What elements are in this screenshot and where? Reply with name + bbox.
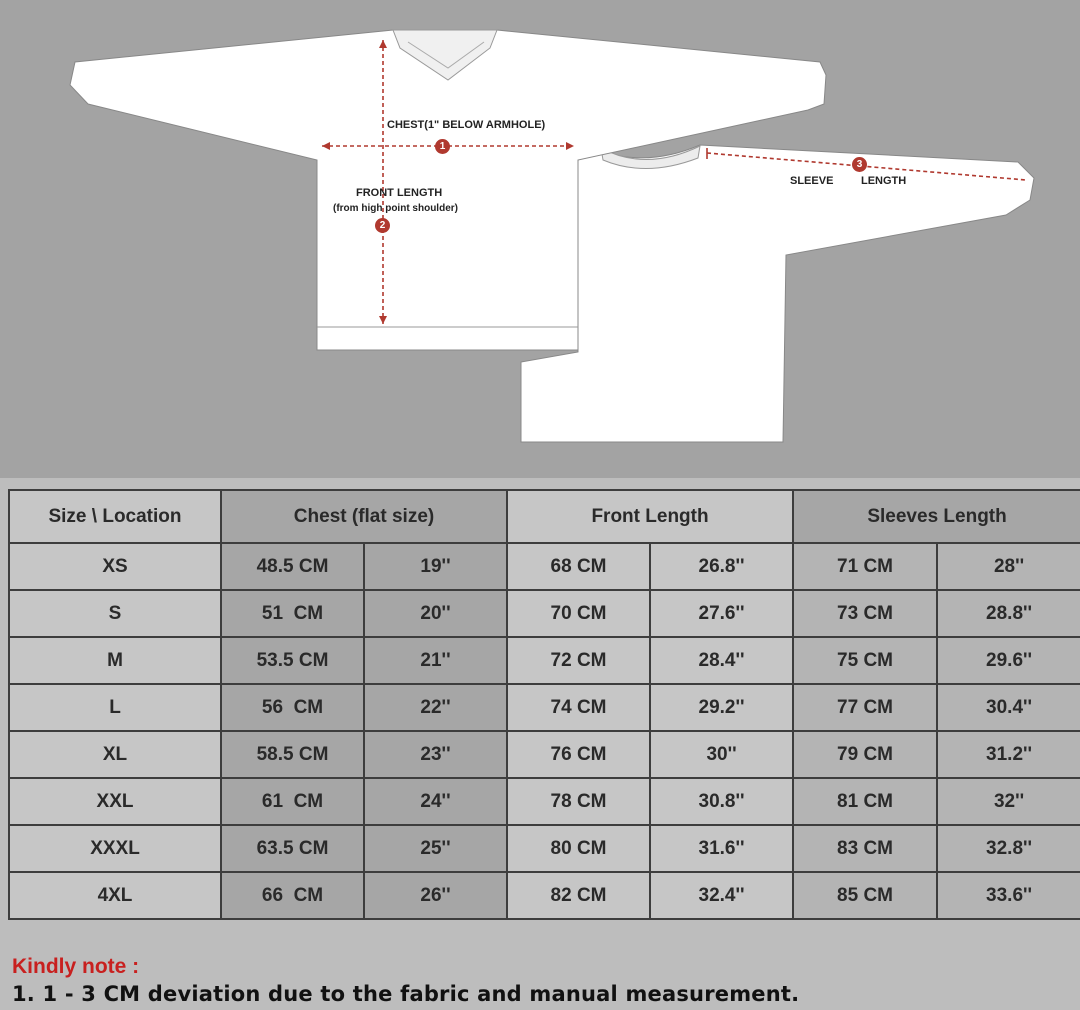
cell-front-cm: 68 CM [507,543,650,590]
cell-sleeve-cm: 83 CM [793,825,937,872]
cell-chest-in: 22'' [364,684,507,731]
cell-front-cm: 70 CM [507,590,650,637]
cell-sleeve-cm: 79 CM [793,731,937,778]
cell-sleeve-in: 29.6'' [937,637,1080,684]
cell-front-in: 27.6'' [650,590,793,637]
table-row [9,684,1080,731]
garment-diagram [0,0,1080,478]
cell-chest-in: 26'' [364,872,507,919]
cell-chest-in: 23'' [364,731,507,778]
cell-front-in: 32.4'' [650,872,793,919]
cell-sleeve-cm: 75 CM [793,637,937,684]
cell-size: XXL [9,778,221,825]
table-body [9,543,1080,919]
cell-chest-in: 19'' [364,543,507,590]
cell-chest-in: 21'' [364,637,507,684]
cell-sleeve-cm: 77 CM [793,684,937,731]
cell-front-in: 26.8'' [650,543,793,590]
cell-front-in: 31.6'' [650,825,793,872]
cell-sleeve-in: 32.8'' [937,825,1080,872]
cell-chest-cm: 53.5 CM [221,637,364,684]
chest-marker: 1 [435,139,450,154]
sleeve-marker: 3 [852,157,867,172]
cell-sleeve-cm: 81 CM [793,778,937,825]
cell-size: XL [9,731,221,778]
cell-chest-in: 24'' [364,778,507,825]
cell-front-cm: 80 CM [507,825,650,872]
table-row [9,590,1080,637]
cell-front-in: 29.2'' [650,684,793,731]
header-chest: Chest (flat size) [221,490,507,543]
cell-sleeve-in: 30.4'' [937,684,1080,731]
cell-front-cm: 82 CM [507,872,650,919]
header-sleeves-length: Sleeves Length [793,490,1080,543]
cell-front-cm: 72 CM [507,637,650,684]
cell-sleeve-in: 32'' [937,778,1080,825]
cell-size: XS [9,543,221,590]
cell-sleeve-in: 28'' [937,543,1080,590]
note-line: 1. 1 - 3 CM deviation due to the fabric and manual measurement. [12,982,800,1006]
front-length-sublabel: (from high point shoulder) [333,203,458,214]
table-row [9,543,1080,590]
table-row [9,731,1080,778]
chest-label: CHEST(1" BELOW ARMHOLE) [387,119,546,131]
header-size-location: Size \ Location [9,490,221,543]
size-chart [8,489,1080,935]
cell-chest-cm: 58.5 CM [221,731,364,778]
cell-front-cm: 78 CM [507,778,650,825]
cell-chest-in: 20'' [364,590,507,637]
cell-sleeve-in: 33.6'' [937,872,1080,919]
cell-front-in: 30.8'' [650,778,793,825]
note-heading: Kindly note : [12,955,140,978]
sleeve-label-length: LENGTH [861,175,907,187]
cell-sleeve-in: 28.8'' [937,590,1080,637]
cell-chest-cm: 51 CM [221,590,364,637]
cell-chest-cm: 63.5 CM [221,825,364,872]
table-row [9,825,1080,872]
cell-chest-cm: 48.5 CM [221,543,364,590]
cell-sleeve-in: 31.2'' [937,731,1080,778]
back-jersey-shape [521,145,1034,442]
cell-chest-cm: 61 CM [221,778,364,825]
header-front-length: Front Length [507,490,793,543]
cell-size: S [9,590,221,637]
cell-sleeve-cm: 71 CM [793,543,937,590]
cell-chest-in: 25'' [364,825,507,872]
sleeve-label: SLEEVE [790,175,834,187]
table-row [9,637,1080,684]
jersey-illustration [0,0,1080,478]
cell-front-in: 30'' [650,731,793,778]
cell-front-cm: 76 CM [507,731,650,778]
front-length-marker: 2 [375,218,390,233]
cell-chest-cm: 66 CM [221,872,364,919]
cell-size: M [9,637,221,684]
cell-chest-cm: 56 CM [221,684,364,731]
cell-sleeve-cm: 73 CM [793,590,937,637]
cell-size: L [9,684,221,731]
notes-section [12,954,1072,1008]
cell-sleeve-cm: 85 CM [793,872,937,919]
size-table [8,489,1080,920]
front-length-label: FRONT LENGTH [356,187,443,199]
cell-front-cm: 74 CM [507,684,650,731]
cell-front-in: 28.4'' [650,637,793,684]
table-row [9,778,1080,825]
cell-size: 4XL [9,872,221,919]
cell-size: XXXL [9,825,221,872]
table-row [9,872,1080,919]
table-header-row [9,490,1080,543]
